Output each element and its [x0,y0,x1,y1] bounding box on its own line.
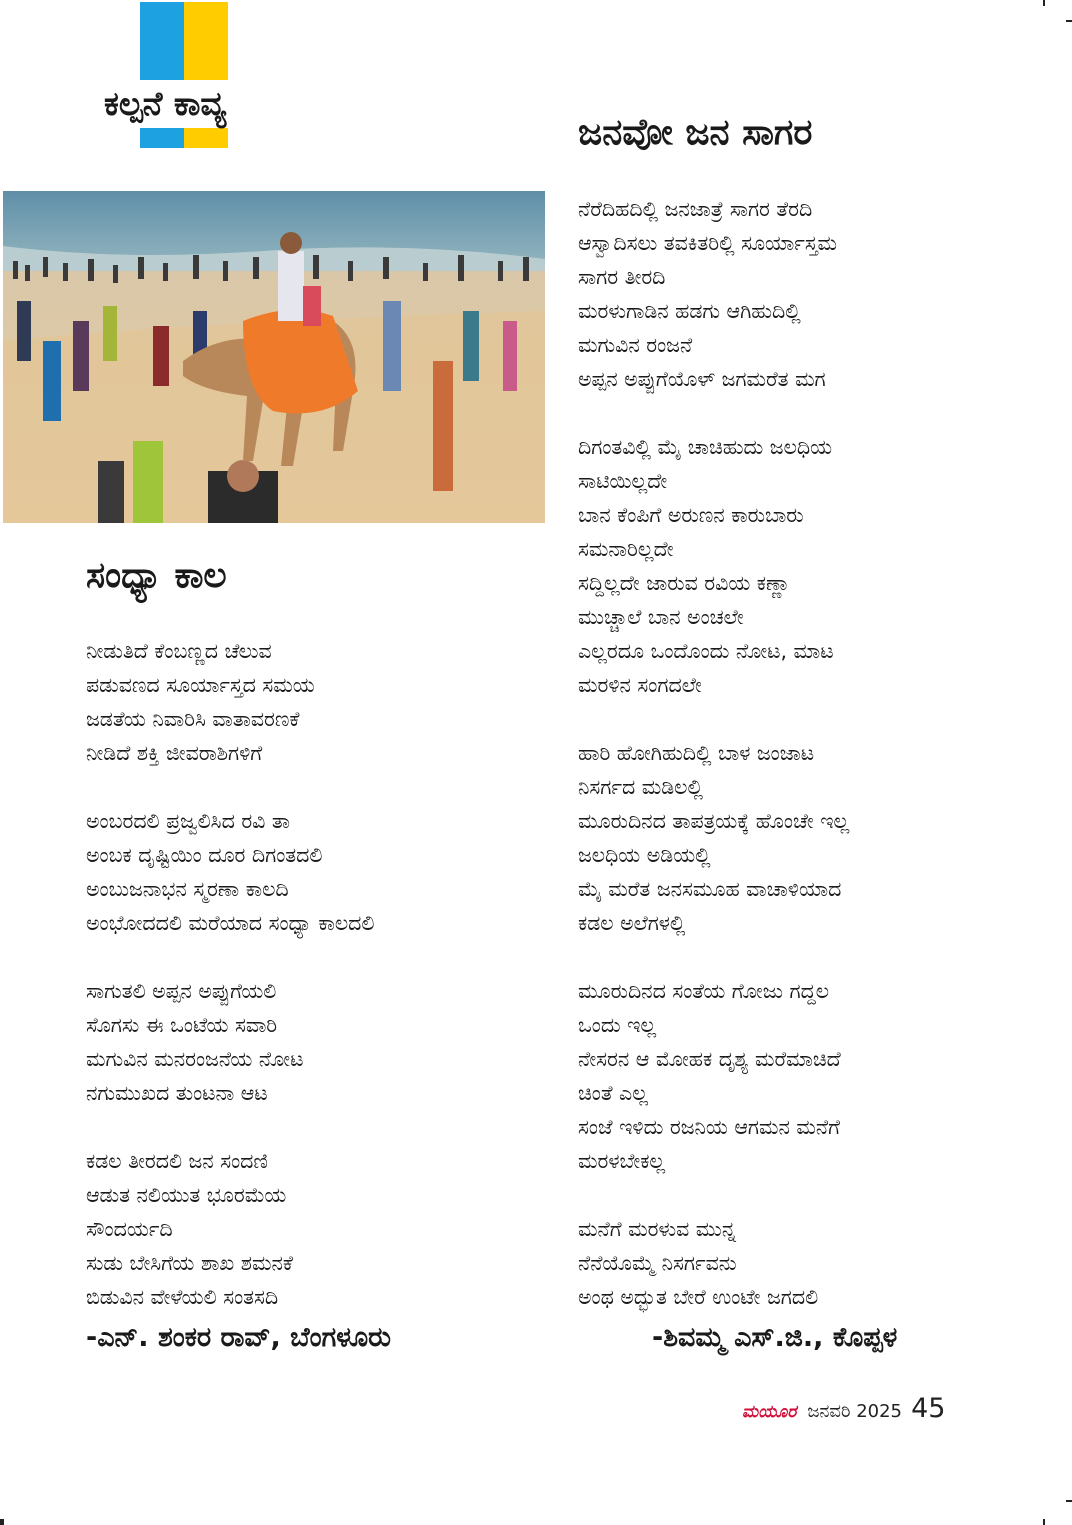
poem-line: ಚಿಂತೆ ಎಲ್ಲ [578,1081,648,1105]
poem-line: ಸೊಗಸು ಈ ಒಂಟೆಯ ಸವಾರಿ [86,1013,278,1037]
poem-line: ನೆನೆಯೊಮ್ಮೆ ನಿಸರ್ಗವನು [578,1251,737,1275]
poem-line: ಕಡಲ ಅಲೆಗಳಲ್ಲಿ [578,911,686,935]
crop-mark-right-bottom [1066,1500,1072,1502]
poem-line: ಅಂಬಕ ದೃಷ್ಟಿಯಿಂ ದೂರ ದಿಗಂತದಲಿ [86,843,323,867]
poem-line: ಸಂಜೆ ಇಳಿದು ರಜನಿಯ ಆಗಮನ ಮನೆಗೆ [578,1115,840,1139]
poem-line: ನಗುಮುಖದ ತುಂಟನಾ ಆಟ [86,1081,268,1105]
poem-line: ಆಸ್ವಾದಿಸಲು ತವಕಿತರಿಲ್ಲಿ ಸೂರ್ಯಾಸ್ತಮ [578,231,837,255]
left-poem-stanza [86,974,546,1110]
issue-month: ಜನವರಿ 2025 [807,1401,903,1422]
poem-line: ನೆರೆದಿಹದಿಲ್ಲಿ ಜನಜಾತ್ರೆ ಸಾಗರ ತೆರದಿ [578,197,813,221]
right-poem-title: ಜನವೋ ಜನ ಸಾಗರ [578,112,813,153]
poem-line: ಸಾಗರ ತೀರದಿ [578,265,666,289]
left-poem-stanza [86,804,546,940]
poem-line: ಸಮನಾರಿಲ್ಲದೇ [578,537,674,561]
poem-line: ಪಡುವಣದ ಸೂರ್ಯಾಸ್ತದ ಸಮಯ [86,673,315,697]
poem-line: ಮೂರುದಿನದ ಸಂತೆಯ ಗೋಜು ಗದ್ದಲ [578,979,829,1003]
page-number: 45 [911,1393,946,1424]
poem-line: ಮೂರುದಿನದ ತಾಪತ್ರಯಕ್ಕೆ ಹೊಂಚೇ ಇಲ್ಲ [578,809,850,833]
logo-yellow-strip [184,128,228,148]
crop-mark-top-right [1043,0,1045,6]
poem-line: ಆಡುತ ನಲಿಯುತ ಭೂರಮೆಯ [86,1183,287,1207]
right-poem-stanza [578,192,1058,396]
poem-line: ಮಗುವಿನ ಮನರಂಜನೆಯ ನೋಟ [86,1047,304,1071]
left-poem-author: -ಎನ್. ಶಂಕರ ರಾವ್, ಬೆಂಗಳೂರು [86,1322,391,1353]
poem-line: ಅಂಬರದಲಿ ಪ್ರಜ್ವಲಿಸಿದ ರವಿ ತಾ [86,809,291,833]
logo-blue-strip [140,128,184,148]
left-poem-stanza [86,1144,546,1314]
poem-line: ನೇಸರನ ಆ ಮೋಹಕ ದೃಶ್ಯ ಮರೆಮಾಚಿದೆ [578,1047,841,1071]
poem-line: ದಿಗಂತವಿಲ್ಲಿ ಮೈ ಚಾಚಿಹುದು ಜಲಧಿಯ [578,435,833,459]
left-poem-title: ಸಂಧ್ಯಾ ಕಾಲ [86,555,227,596]
poem-line: ನಿಸರ್ಗದ ಮಡಿಲಲ್ಲಿ [578,775,703,799]
poem-line: ಮೈ ಮರೆತ ಜನಸಮೂಹ ವಾಚಾಳಿಯಾದ [578,877,842,901]
right-poem-stanza [578,736,1058,940]
section-logo-text: ಕಲ್ಪನೆ ಕಾವ್ಯ [104,80,274,128]
beach-crowd-camel-photo [3,191,545,523]
poem-line: ಮರಳುಗಾಡಿನ ಹಡಗು ಆಗಿಹುದಿಲ್ಲಿ [578,299,801,323]
poem-line: ಸುಡು ಬೇಸಿಗೆಯ ಶಾಖ ಶಮನಕೆ [86,1251,293,1275]
poem-line: ಮುಚ್ಚಾಲೆ ಬಾನ ಅಂಚಲೇ [578,605,744,629]
poem-line: ಜಲಧಿಯ ಅಡಿಯಲ್ಲಿ [578,843,711,867]
logo-yellow-block [184,2,228,80]
poem-line: ಸೌಂದರ್ಯದಿ [86,1217,173,1241]
poem-line: ಕಡಲ ತೀರದಲಿ ಜನ ಸಂದಣಿ [86,1149,268,1173]
magazine-brand: ಮಯೂರ [742,1402,797,1422]
poem-line: ಜಡತೆಯ ನಿವಾರಿಸಿ ವಾತಾವರಣಕೆ [86,707,300,731]
poem-line: ಸದ್ದಿಲ್ಲದೇ ಜಾರುವ ರವಿಯ ಕಣ್ಣಾ [578,571,791,595]
poem-line: ಒಂದು ಇಲ್ಲ [578,1013,657,1037]
poem-line: ಮನೆಗೆ ಮರಳುವ ಮುನ್ನ [578,1217,736,1241]
poem-line: ಬಾನ ಕೆಂಪಿಗೆ ಅರುಣನ ಕಾರುಬಾರು [578,503,804,527]
crop-mark-right-top [1066,20,1072,22]
poem-line: ಮರಳಿನ ಸಂಗದಲೇ [578,673,702,697]
poem-line: ಅಂಥ ಅದ್ಭುತ ಬೇರೆ ಉಂಟೇ ಜಗದಲಿ [578,1285,819,1309]
poem-line: ಅಂಭೋದದಲಿ ಮರೆಯಾದ ಸಂಧ್ಯಾ ಕಾಲದಲಿ [86,911,375,935]
poem-line: ನೀಡುತಿದೆ ಕೆಂಬಣ್ಣದ ಚೆಲುವ [86,639,272,663]
poem-line: ಸಾಟಿಯಿಲ್ಲದೇ [578,469,668,493]
poem-line: ಸಾಗುತಲಿ ಅಪ್ಪನ ಅಪ್ಪುಗೆಯಲಿ [86,979,277,1003]
poem-line: ಅಂಬುಜನಾಭನ ಸ್ಮರಣಾ ಕಾಲದಿ [86,877,289,901]
poem-line: ಬಿಡುವಿನ ವೇಳೆಯಲಿ ಸಂತಸದಿ [86,1285,279,1309]
poem-line: ಎಲ್ಲರದೂ ಒಂದೊಂದು ನೋಟ, ಮಾಟ [578,639,834,663]
right-poem-author: -ಶಿವಮ್ಮ ಎಸ್.ಜಿ., ಕೊಪ್ಪಳ [652,1322,898,1353]
right-poem-stanza [578,430,1058,702]
poem-line: ಹಾರಿ ಹೋಗಿಹುದಿಲ್ಲಿ ಬಾಳ ಜಂಜಾಟ [578,741,815,765]
left-poem-body [86,634,546,1348]
right-poem-stanza [578,974,1058,1178]
poem-line: ಮರಳಬೇಕಲ್ಲ [578,1149,666,1173]
right-poem-stanza [578,1212,1058,1314]
right-poem-body [578,192,1058,1348]
poem-line: ಅಪ್ಪನ ಅಪ್ಪುಗೆಯೊಳ್ ಜಗಮರೆತ ಮಗ [578,367,826,391]
crop-mark-bottom-left [0,1519,4,1525]
poem-line: ನೀಡಿದೆ ಶಕ್ತಿ ಜೀವರಾಶಿಗಳಿಗೆ [86,741,263,765]
poem-line: ಮಗುವಿನ ರಂಜನೆ [578,333,693,357]
logo-blue-block [140,2,184,80]
page-footer [742,1393,945,1424]
left-poem-stanza [86,634,546,770]
crop-mark-bottom-right [1043,1519,1045,1525]
section-logo [100,0,270,152]
